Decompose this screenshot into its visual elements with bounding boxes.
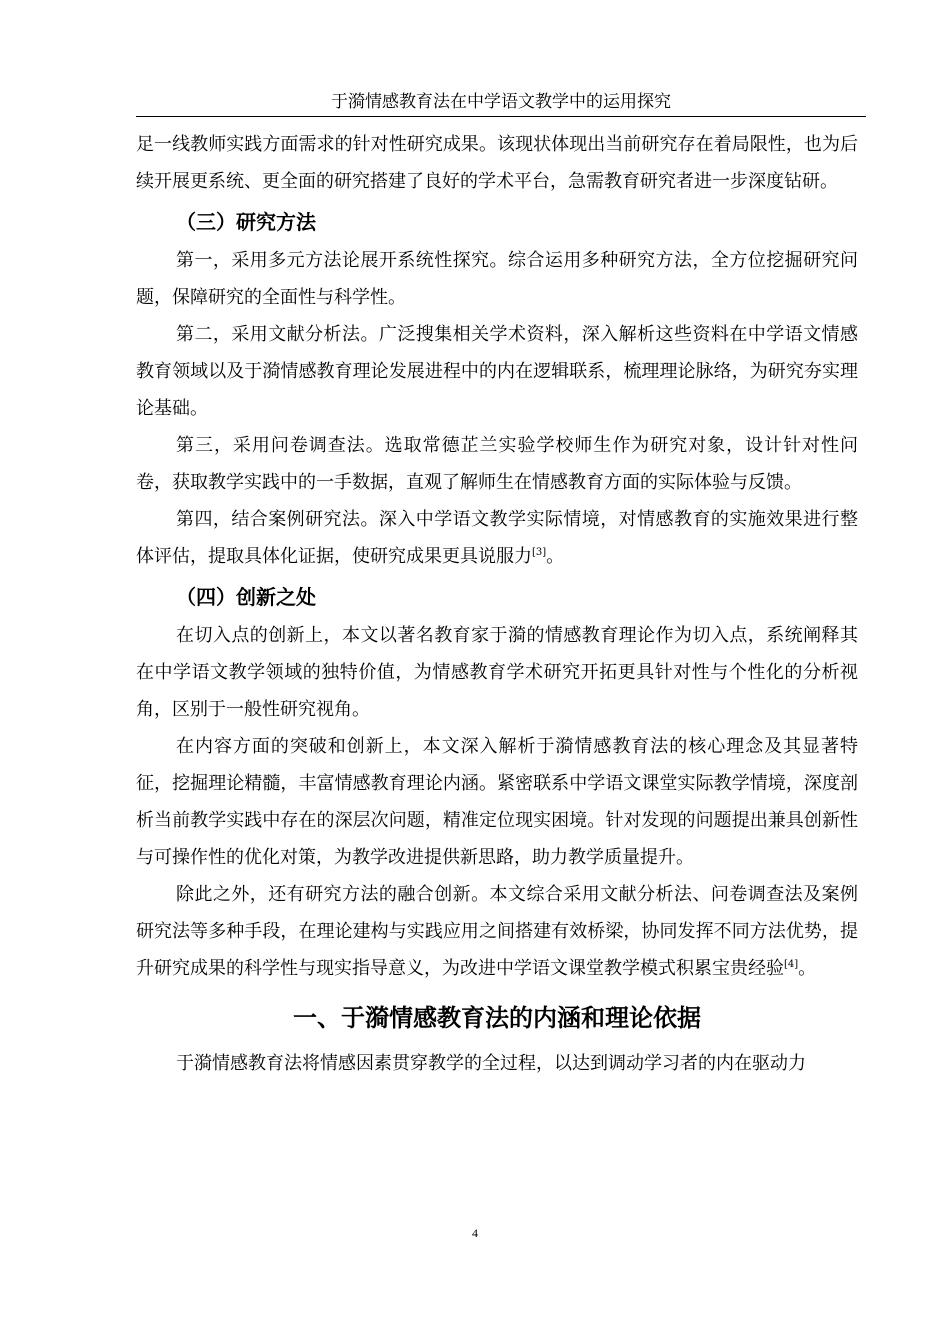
innovation-paragraph-3-text: 除此之外，还有研究方法的融合创新。本文综合采用文献分析法、问卷调查法及案例研究法等多种手段，在理论建构与实践应用之间搭建有效桥梁，协同发挥不同方法优势，提升研究成果的科学性与现实指导意义，为改进中学语文课堂教学模式积累宝贵经验 <box>136 884 858 979</box>
page-number: 4 <box>472 1226 478 1240</box>
method-paragraph-4-text: 第四，结合案例研究法。深入中学语文教学实际情境，对情感教育的实施效果进行整体评估，提取具体化证据，使研究成果更具说服力 <box>136 509 858 567</box>
method-paragraph-4 <box>136 501 858 575</box>
chapter-heading-1: 一、于漪情感教育法的内涵和理论依据 <box>293 1004 701 1032</box>
page-body <box>136 126 858 1082</box>
innovation-paragraph-2: 在内容方面的突破和创新上，本文深入解析于漪情感教育法的核心理念及其显著特征，挖掘理论精髓，丰富情感教育理论内涵。紧密联系中学语文课堂实际教学情境，深度剖析当前教学实践中存在的深层次问题，精准定位现实困境。针对发现的问题提出兼具创新性与可操作性的优化对策，为教学改进提供新思路，助力教学质量提升。 <box>136 736 858 868</box>
citation-4: [4] <box>784 959 799 970</box>
method-paragraph-4-end: 。 <box>546 546 565 567</box>
method-paragraph-2: 第二，采用文献分析法。广泛搜集相关学术资料，深入解析这些资料在中学语文情感教育领域以及于漪情感教育理论发展进程中的内在逻辑联系，梳理理论脉络，为研究夯实理论基础。 <box>136 324 858 419</box>
section-heading-innovation: （四）创新之处 <box>176 585 316 609</box>
innovation-paragraph-3 <box>136 876 858 987</box>
innovation-paragraph-3-end: 。 <box>798 958 817 979</box>
running-header: 于漪情感教育法在中学语文教学中的运用探究 <box>136 88 866 117</box>
citation-3: [3] <box>532 547 547 558</box>
method-paragraph-3: 第三，采用问卷调查法。选取常德芷兰实验学校师生作为研究对象，设计针对性问卷，获取教学实践中的一手数据，直观了解师生在情感教育方面的实际体验与反馈。 <box>136 435 858 493</box>
method-paragraph-1: 第一，采用多元方法论展开系统性探究。综合运用多种研究方法，全方位挖掘研究问题，保障研究的全面性与科学性。 <box>136 250 858 308</box>
innovation-paragraph-1: 在切入点的创新上，本文以著名教育家于漪的情感教育理论作为切入点，系统阐释其在中学语文教学领域的独特价值，为情感教育学术研究开拓更具针对性与个性化的分析视角，区别于一般性研究视角。 <box>136 625 858 720</box>
intro-paragraph: 足一线教师实践方面需求的针对性研究成果。该现状体现出当前研究存在着局限性，也为后续开展更系统、更全面的研究搭建了良好的学术平台，急需教育研究者进一步深度钻研。 <box>136 134 858 192</box>
section-heading-methods: （三）研究方法 <box>176 210 316 234</box>
chapter-1-paragraph: 于漪情感教育法将情感因素贯穿教学的全过程，以达到调动学习者的内在驱动力 <box>176 1053 806 1074</box>
